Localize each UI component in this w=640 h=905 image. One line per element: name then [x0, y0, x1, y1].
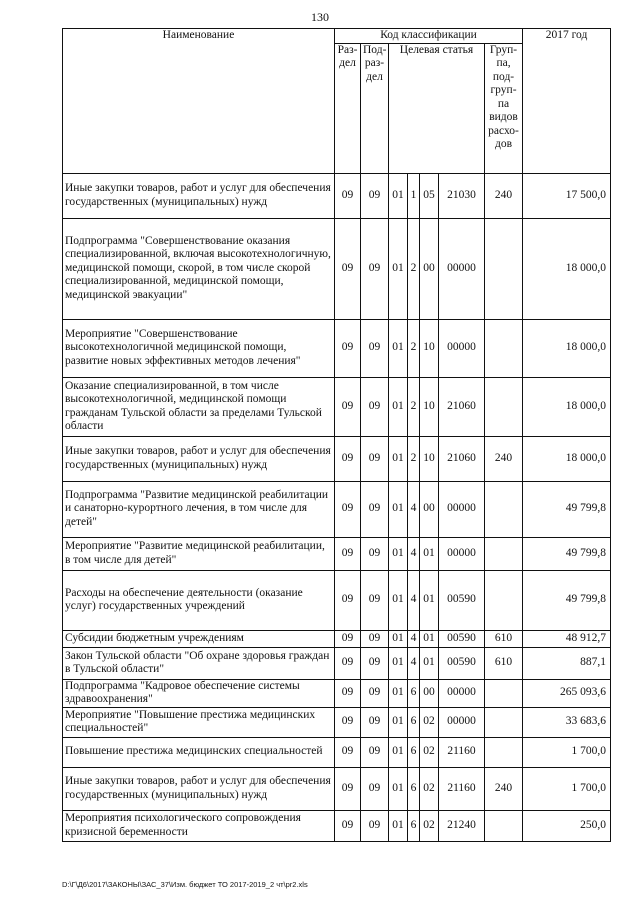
cell-amount: 49 799,8 [523, 481, 611, 537]
cell-c4: 21060 [439, 377, 485, 436]
cell-vr: 610 [485, 630, 523, 647]
cell-vr [485, 537, 523, 570]
cell-rz: 09 [335, 570, 361, 630]
cell-c2: 4 [408, 537, 420, 570]
cell-rz: 09 [335, 647, 361, 679]
cell-c4: 21030 [439, 173, 485, 218]
cell-pr: 09 [361, 810, 389, 841]
cell-pr: 09 [361, 173, 389, 218]
table-row [63, 737, 611, 767]
cell-c1: 01 [389, 737, 408, 767]
cell-c3: 00 [420, 679, 439, 707]
cell-c1: 01 [389, 630, 408, 647]
cell-c1: 01 [389, 173, 408, 218]
table-row [63, 647, 611, 679]
cell-amount: 18 000,0 [523, 377, 611, 436]
cell-c2: 6 [408, 767, 420, 810]
cell-c2: 2 [408, 218, 420, 319]
cell-c1: 01 [389, 377, 408, 436]
table-row [63, 481, 611, 537]
cell-rz: 09 [335, 767, 361, 810]
cell-name: Повышение престижа медицинских специальностей [63, 737, 335, 767]
cell-rz: 09 [335, 319, 361, 377]
cell-c2: 6 [408, 707, 420, 737]
cell-c3: 00 [420, 218, 439, 319]
cell-name: Мероприятие "Повышение престижа медицинских специальностей" [63, 707, 335, 737]
cell-name: Подпрограмма "Совершенствование оказания специализированной, включая высокотехнологичную, медицинской помощи, скорой, в том числе скорой специализированной, медицинской помощи, медицинской эвакуации" [63, 218, 335, 319]
cell-rz: 09 [335, 377, 361, 436]
file-path-footer: D:\Г\Д6\2017\ЗАКОНЫ\ЗАС_37\Изм. бюджет ТО 2017-2019_2 чт\pr2.xls [62, 880, 308, 889]
cell-pr: 09 [361, 630, 389, 647]
table-row [63, 377, 611, 436]
cell-rz: 09 [335, 630, 361, 647]
cell-c4: 21240 [439, 810, 485, 841]
cell-rz: 09 [335, 810, 361, 841]
cell-c2: 2 [408, 319, 420, 377]
table-row [63, 537, 611, 570]
cell-vr [485, 319, 523, 377]
cell-name: Иные закупки товаров, работ и услуг для обеспечения государственных (муниципальных) нужд [63, 173, 335, 218]
table-row [63, 319, 611, 377]
cell-c2: 4 [408, 647, 420, 679]
cell-c4: 00000 [439, 679, 485, 707]
cell-pr: 09 [361, 707, 389, 737]
table-row [63, 679, 611, 707]
header-code: Код классификации [335, 29, 523, 44]
cell-name: Подпрограмма "Развитие медицинской реабилитации и санаторно-курортного лечения, в том числе для детей" [63, 481, 335, 537]
cell-amount: 18 000,0 [523, 436, 611, 481]
cell-pr: 09 [361, 436, 389, 481]
cell-vr: 610 [485, 647, 523, 679]
cell-amount: 265 093,6 [523, 679, 611, 707]
cell-c1: 01 [389, 707, 408, 737]
header-gruppa: Груп- па, под- груп- па видов расхо- дов [485, 43, 523, 173]
cell-c4: 21160 [439, 767, 485, 810]
cell-c2: 4 [408, 481, 420, 537]
cell-amount: 49 799,8 [523, 537, 611, 570]
cell-c3: 10 [420, 436, 439, 481]
cell-rz: 09 [335, 481, 361, 537]
cell-c2: 6 [408, 737, 420, 767]
cell-pr: 09 [361, 319, 389, 377]
header-name: Наименование [63, 29, 335, 174]
table-row [63, 767, 611, 810]
cell-c1: 01 [389, 319, 408, 377]
cell-amount: 1 700,0 [523, 767, 611, 810]
cell-c3: 02 [420, 810, 439, 841]
cell-name: Оказание специализированной, в том числе высокотехнологичной, медицинской помощи гражданам Тульской области за пределами Тульской области [63, 377, 335, 436]
cell-pr: 09 [361, 377, 389, 436]
cell-c4: 00000 [439, 218, 485, 319]
cell-c3: 10 [420, 319, 439, 377]
cell-amount: 887,1 [523, 647, 611, 679]
cell-c4: 00000 [439, 319, 485, 377]
cell-vr [485, 481, 523, 537]
cell-c1: 01 [389, 436, 408, 481]
cell-c2: 4 [408, 630, 420, 647]
cell-c4: 00590 [439, 630, 485, 647]
cell-pr: 09 [361, 767, 389, 810]
cell-name: Мероприятие "Развитие медицинской реабилитации, в том числе для детей" [63, 537, 335, 570]
cell-c1: 01 [389, 218, 408, 319]
cell-c3: 01 [420, 537, 439, 570]
cell-c1: 01 [389, 570, 408, 630]
cell-c4: 00590 [439, 570, 485, 630]
table-row [63, 436, 611, 481]
table-row [63, 810, 611, 841]
cell-c3: 01 [420, 630, 439, 647]
cell-c4: 00000 [439, 481, 485, 537]
cell-c4: 21060 [439, 436, 485, 481]
cell-amount: 18 000,0 [523, 218, 611, 319]
page-number: 130 [311, 10, 329, 24]
cell-c4: 00000 [439, 707, 485, 737]
cell-vr [485, 679, 523, 707]
cell-c3: 10 [420, 377, 439, 436]
cell-amount: 18 000,0 [523, 319, 611, 377]
cell-c2: 6 [408, 679, 420, 707]
cell-c2: 1 [408, 173, 420, 218]
cell-name: Закон Тульской области "Об охране здоровья граждан в Тульской области" [63, 647, 335, 679]
cell-c4: 21160 [439, 737, 485, 767]
cell-amount: 33 683,6 [523, 707, 611, 737]
cell-vr: 240 [485, 173, 523, 218]
cell-amount: 48 912,7 [523, 630, 611, 647]
cell-rz: 09 [335, 737, 361, 767]
cell-c3: 01 [420, 570, 439, 630]
cell-c4: 00000 [439, 537, 485, 570]
cell-vr [485, 377, 523, 436]
cell-vr [485, 810, 523, 841]
cell-c2: 4 [408, 570, 420, 630]
cell-name: Расходы на обеспечение деятельности (оказание услуг) государственных учреждений [63, 570, 335, 630]
cell-pr: 09 [361, 481, 389, 537]
cell-c4: 00590 [439, 647, 485, 679]
cell-pr: 09 [361, 218, 389, 319]
cell-name: Мероприятие "Совершенствование высокотехнологичной медицинской помощи, развитие новых эффективных методов лечения" [63, 319, 335, 377]
cell-pr: 09 [361, 647, 389, 679]
cell-vr: 240 [485, 436, 523, 481]
cell-c2: 2 [408, 377, 420, 436]
cell-pr: 09 [361, 737, 389, 767]
cell-rz: 09 [335, 679, 361, 707]
cell-name: Иные закупки товаров, работ и услуг для обеспечения государственных (муниципальных) нужд [63, 767, 335, 810]
cell-c3: 00 [420, 481, 439, 537]
cell-name: Мероприятия психологического сопровождения кризисной беременности [63, 810, 335, 841]
cell-rz: 09 [335, 707, 361, 737]
cell-c3: 02 [420, 767, 439, 810]
table-row [63, 173, 611, 218]
table-row [63, 218, 611, 319]
cell-c1: 01 [389, 767, 408, 810]
cell-c3: 02 [420, 707, 439, 737]
cell-amount: 1 700,0 [523, 737, 611, 767]
cell-c2: 2 [408, 436, 420, 481]
header-year: 2017 год [523, 29, 611, 174]
table-row [63, 570, 611, 630]
cell-rz: 09 [335, 537, 361, 570]
cell-c1: 01 [389, 537, 408, 570]
cell-rz: 09 [335, 436, 361, 481]
table-row [63, 630, 611, 647]
cell-name: Подпрограмма "Кадровое обеспечение системы здравоохранения" [63, 679, 335, 707]
header-podrazdel: Под- раз- дел [361, 43, 389, 173]
cell-c1: 01 [389, 679, 408, 707]
cell-pr: 09 [361, 537, 389, 570]
cell-amount: 250,0 [523, 810, 611, 841]
cell-amount: 49 799,8 [523, 570, 611, 630]
cell-c1: 01 [389, 647, 408, 679]
cell-pr: 09 [361, 570, 389, 630]
cell-c3: 02 [420, 737, 439, 767]
cell-c3: 01 [420, 647, 439, 679]
cell-rz: 09 [335, 218, 361, 319]
cell-vr [485, 707, 523, 737]
cell-c1: 01 [389, 481, 408, 537]
header-razdel: Раз- дел [335, 43, 361, 173]
cell-pr: 09 [361, 679, 389, 707]
cell-amount: 17 500,0 [523, 173, 611, 218]
cell-name: Иные закупки товаров, работ и услуг для обеспечения государственных (муниципальных) нужд [63, 436, 335, 481]
cell-vr [485, 218, 523, 319]
header-celevaya: Целевая статья [389, 43, 485, 173]
budget-table [62, 28, 611, 842]
cell-c3: 05 [420, 173, 439, 218]
cell-vr [485, 737, 523, 767]
cell-vr: 240 [485, 767, 523, 810]
table-row [63, 707, 611, 737]
cell-rz: 09 [335, 173, 361, 218]
cell-c2: 6 [408, 810, 420, 841]
cell-vr [485, 570, 523, 630]
cell-c1: 01 [389, 810, 408, 841]
cell-name: Субсидии бюджетным учреждениям [63, 630, 335, 647]
